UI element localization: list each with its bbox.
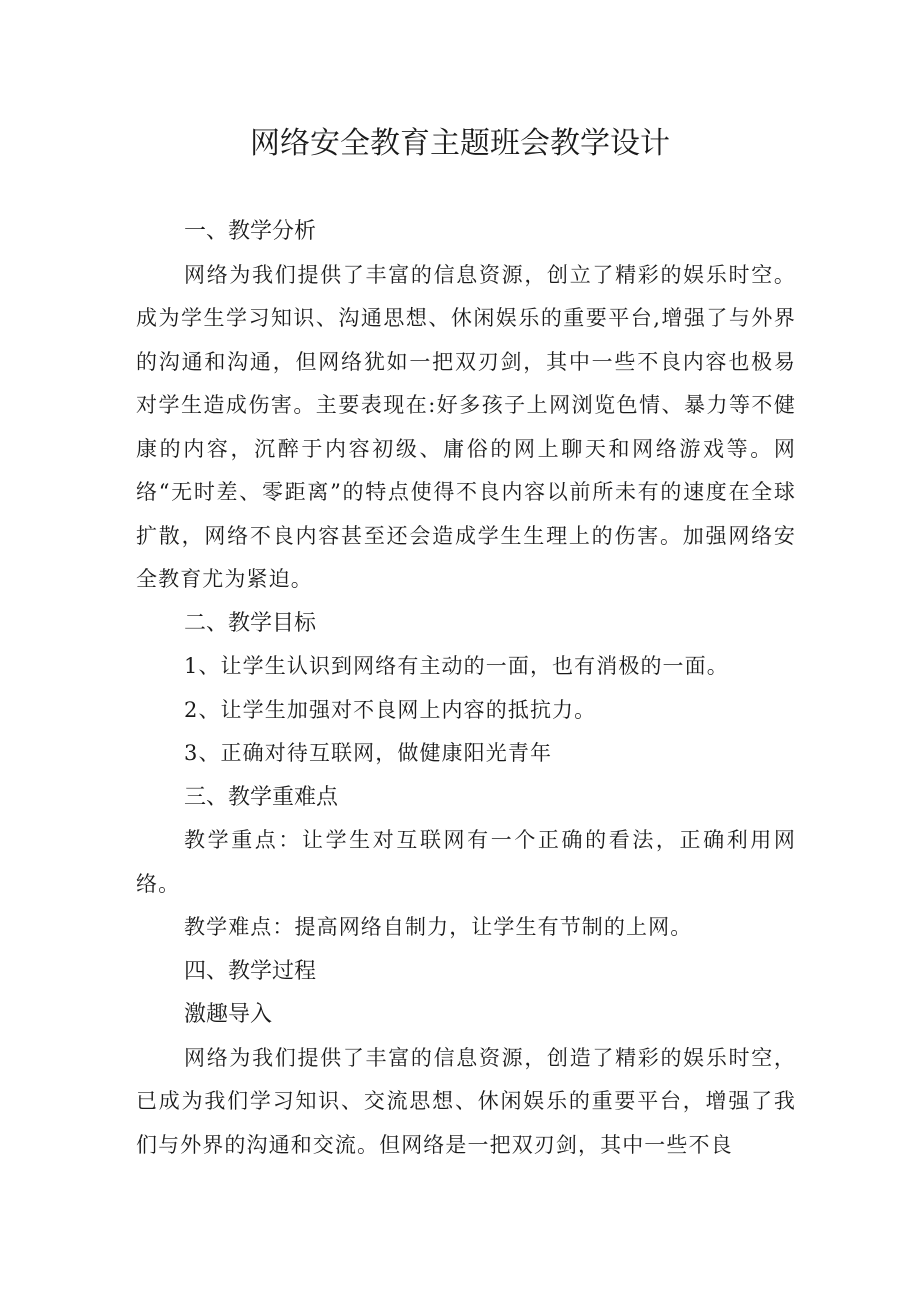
section-heading-objectives: 二、教学目标 xyxy=(184,610,317,636)
analysis-paragraph: 网络为我们提供了丰富的信息资源，创立了精彩的娱乐时空。成为学生学习知识、沟通思想、休闲娱乐的重要平台,增强了与外界的沟通和沟通，但网络犹如一把双刃剑，其中一些不良内容也极易对学生造成伤害。主要表现在:好多孩子上网浏览色情、暴力等不健康的内容，沉醉于内容初级、庸俗的网上聊天和网络游戏等。网络“无时差、零距离”的特点使得不良内容以前所未有的速度在全球扩散，网络不良内容甚至还会造成学生生理上的伤害。加强网络安全教育尤为紧迫。 xyxy=(136,262,796,591)
introduction-paragraph: 网络为我们提供了丰富的信息资源，创造了精彩的娱乐时空，已成为我们学习知识、交流思想、休闲娱乐的重要平台，增强了我们与外界的沟通和交流。但网络是一把双刃剑，其中一些不良 xyxy=(136,1045,796,1157)
objective-item: 1、让学生认识到网络有主动的一面，也有消极的一面。 xyxy=(184,654,729,678)
document-title: 网络安全教育主题班会教学设计 xyxy=(250,126,670,161)
section-heading-key-points: 三、教学重难点 xyxy=(184,784,339,810)
objective-item: 3、正确对待互联网，做健康阳光青年 xyxy=(184,741,553,765)
section-heading-analysis: 一、教学分析 xyxy=(184,219,317,244)
document-body xyxy=(136,210,796,1167)
objective-item: 2、让学生加强对不良网上内容的抵抗力。 xyxy=(184,697,597,722)
difficult-point-paragraph: 教学难点：提高网络自制力，让学生有节制的上网。 xyxy=(184,915,693,939)
subheading-introduction: 激趣导入 xyxy=(184,1002,273,1027)
key-point-paragraph: 教学重点：让学生对互联网有一个正确的看法，正确利用网络。 xyxy=(136,828,796,896)
section-heading-process: 四、教学过程 xyxy=(184,958,317,984)
